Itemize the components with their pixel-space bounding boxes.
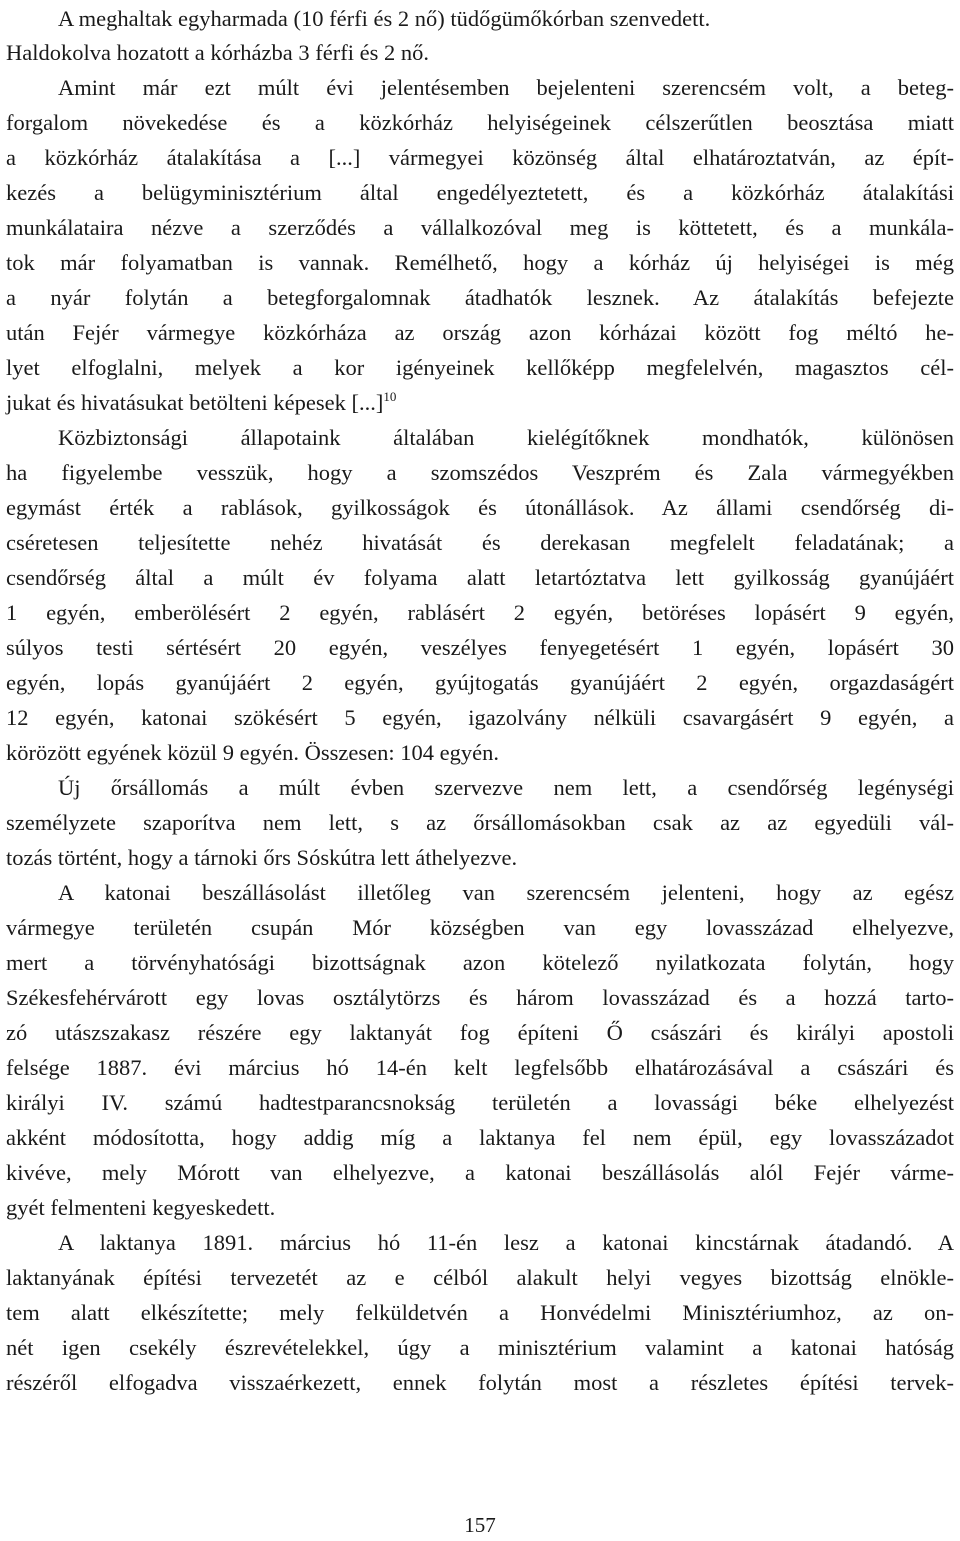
text-line: súlyos testi sértésért 20 egyén, veszélyes fenyegetésért 1 egyén, lopásért 30 <box>6 635 954 660</box>
text-line: A katonai beszállásolást illetőleg van szerencsém jelenteni, hogy az egész <box>58 880 954 905</box>
text-line: tok már folyamatban is vannak. Remélhető, hogy a kórház új helyiségei is még <box>6 250 954 275</box>
text-line: egymást érték a rablások, gyilkosságok és útonállások. Az állami csendőrség di- <box>6 495 954 520</box>
text-line: Amint már ezt múlt évi jelentésemben bejelenteni szerencsém volt, a beteg- <box>58 75 954 100</box>
text-line: gyét felmenteni kegyeskedett. <box>6 1195 276 1220</box>
text-line: munkálataira nézve a szerződés a vállalkozóval meg is köttetett, és a munkála- <box>6 215 954 240</box>
text-line: zó utászszakasz részére egy laktanyát fog építeni Ő császári és királyi apostoli <box>6 1020 954 1045</box>
text-line: ha figyelembe vesszük, hogy a szomszédos Veszprém és Zala vármegyékben <box>6 460 954 485</box>
text-line: királyi IV. számú hadtestparancsnokság területén a lovassági béke elhelyezést <box>6 1090 954 1115</box>
text-line: után Fejér vármegye közkórháza az ország azon kórházai között fog méltó he- <box>6 320 954 345</box>
text-line: 1 egyén, emberölésért 2 egyén, rablásért 2 egyén, betöréses lopásért 9 egyén, <box>6 600 954 625</box>
text-line: körözött egyének közül 9 egyén. Összesen: 104 egyén. <box>6 740 499 765</box>
text-line: A meghaltak egyharmada (10 férfi és 2 nő) tüdőgümőkórban szenvedett. <box>58 6 711 31</box>
text-line: lyet elfoglalni, melyek a kor igényeinek kellőképp megfelelvén, magasztos cél- <box>6 355 954 380</box>
text-line: tem alatt elkészítette; mely felküldetvén a Honvédelmi Minisztériumhoz, az on- <box>6 1300 954 1325</box>
text-line: Székesfehérvárott egy lovas osztálytörzs és három lovasszázad és a hozzá tarto- <box>6 985 954 1010</box>
text-line: Közbiztonsági állapotaink általában kielégítőknek mondhatók, különösen <box>58 425 954 450</box>
page-number: 157 <box>464 1513 496 1537</box>
text-line: kivéve, mely Mórott van elhelyezve, a katonai beszállásolás alól Fejér várme- <box>6 1160 954 1185</box>
text-line: Új őrsállomás a múlt évben szervezve nem lett, a csendőrség legénységi <box>58 775 954 800</box>
text-line: személyzete szaporítva nem lett, s az őrsállomásokban csak az az egyedüli vál- <box>6 810 954 835</box>
text-line: felsége 1887. évi március hó 14-én kelt legfelsőbb elhatározásával a császári és <box>6 1055 954 1080</box>
text-line: csendőrség által a múlt év folyama alatt letartóztatva lett gyilkosság gyanújáért <box>6 565 954 590</box>
text-line: forgalom növekedése és a közkórház helyiségeinek célszerűtlen beosztása miatt <box>6 110 954 135</box>
text-line: A laktanya 1891. március hó 11-én lesz a katonai kincstárnak átadandó. A <box>58 1230 954 1255</box>
text-line: részéről elfogadva visszaérkezett, ennek folytán most a részletes építési tervek- <box>6 1370 954 1395</box>
text-line: a közkórház átalakítása a [...] vármegyei közönség által elhatároztatván, az épít- <box>6 145 954 170</box>
text-line: a nyár folytán a betegforgalomnak átadhatók lesznek. Az átalakítás befejezte <box>6 285 954 310</box>
text-line: egyén, lopás gyanújáért 2 egyén, gyújtogatás gyanújáért 2 egyén, orgazdaságért <box>6 670 954 695</box>
text-line: 12 egyén, katonai szökésért 5 egyén, igazolvány nélküli csavargásért 9 egyén, a <box>6 705 954 730</box>
text-line: kezés a belügyminisztérium által engedélyeztetett, és a közkórház átalakítási <box>6 180 954 205</box>
text-line-content: jukat és hivatásukat betölteni képesek [...] <box>6 390 384 415</box>
text-line: mert a törvényhatósági bizottságnak azon kötelező nyilatkozata folytán, hogy <box>6 950 954 975</box>
text-line: Haldokolva hozatott a kórházba 3 férfi és 2 nő. <box>6 40 429 65</box>
text-line: nét igen csekély észrevételekkel, úgy a minisztérium valamint a katonai hatóság <box>6 1335 954 1360</box>
text-line: akként módosította, hogy addig míg a laktanya fel nem épül, egy lovasszázadot <box>6 1125 954 1150</box>
text-line: cséretesen teljesítette nehéz hivatását és derekasan megfelelt feladatának; a <box>6 530 954 555</box>
text-line: tozás történt, hogy a tárnoki őrs Sóskútra lett áthelyezve. <box>6 845 518 870</box>
text-line <box>6 386 954 420</box>
text-line: laktanyának építési tervezetét az e célból alakult helyi vegyes bizottság elnökle- <box>6 1265 954 1290</box>
text-line: vármegye területén csupán Mór községben van egy lovasszázad elhelyezve, <box>6 915 954 940</box>
footnote-reference: 10 <box>383 389 397 404</box>
